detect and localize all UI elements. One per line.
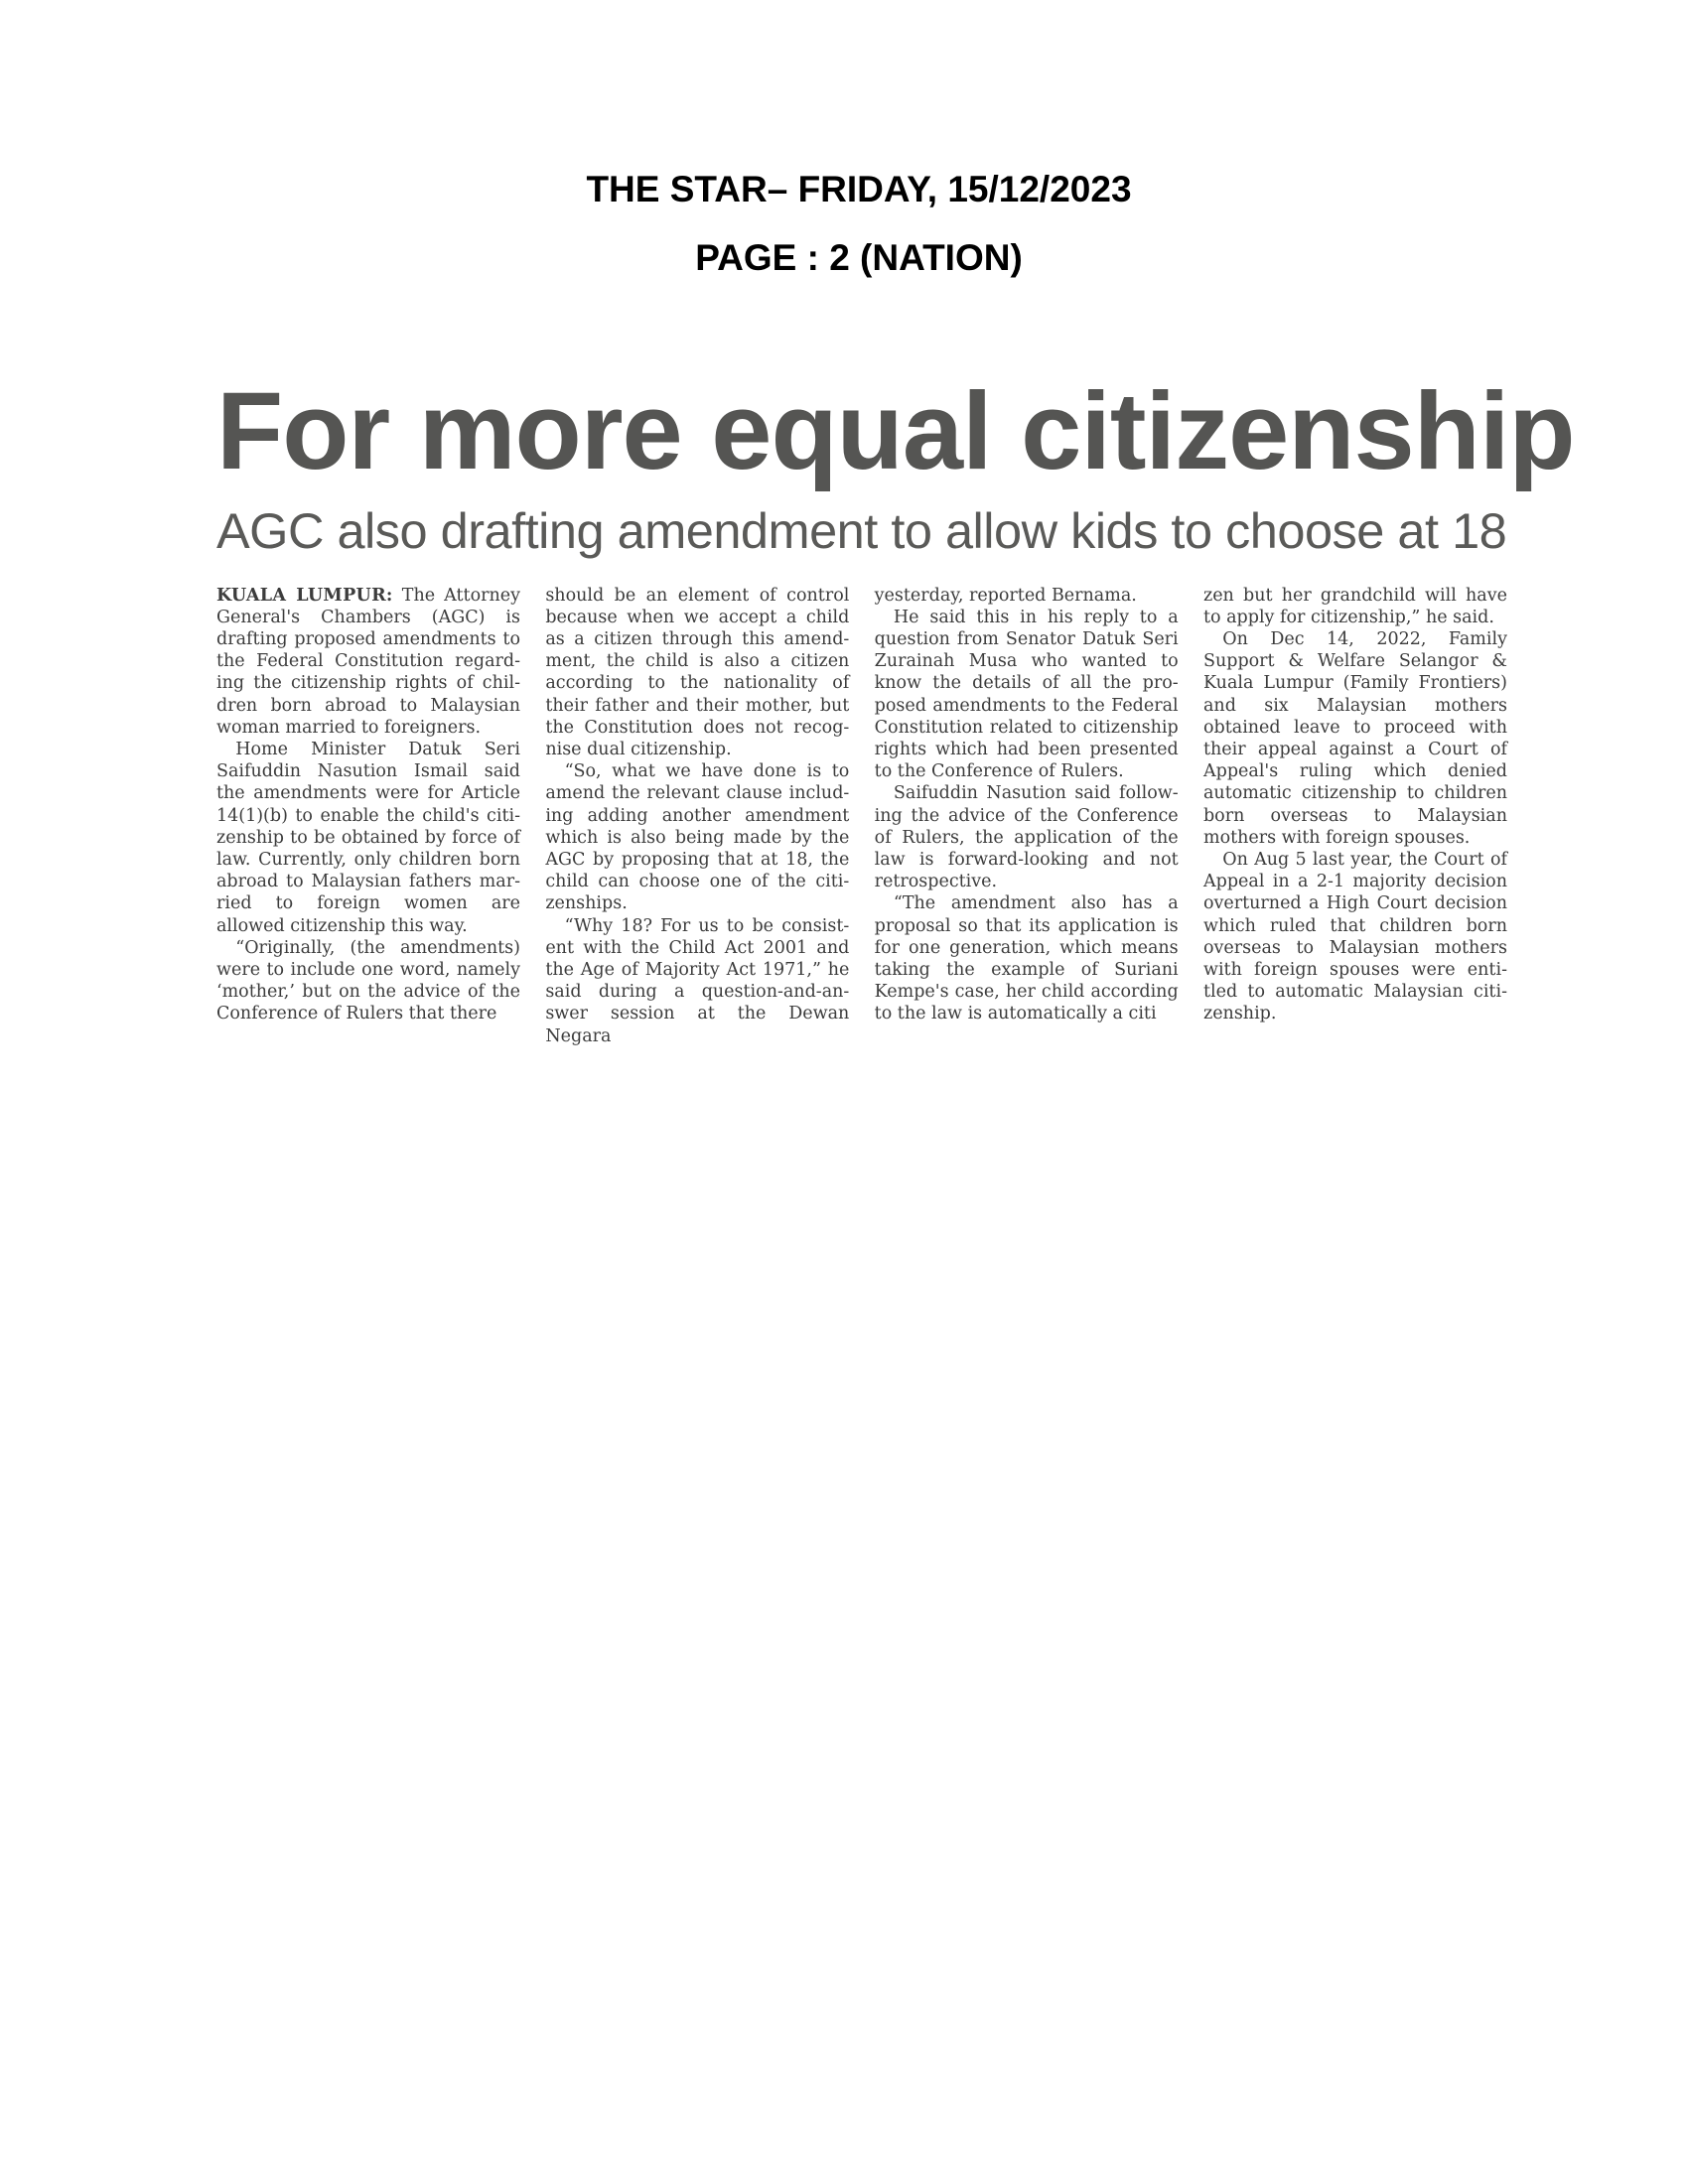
article-paragraph [216, 585, 520, 739]
clipping-source-header [0, 171, 1688, 276]
article-column-3 [875, 585, 1179, 1047]
article-paragraph: “Originally, (the amendments) were to include one word, namely ‘mother,’ but on the advice of the Conference of Rulers that there [216, 937, 520, 1024]
article-column-2 [545, 585, 849, 1047]
article-paragraph: zen but her grandchild will have to apply for citizenship,” he said. [1202, 585, 1507, 627]
newspaper-clipping [216, 370, 1575, 1047]
article-paragraph: On Dec 14, 2022, Family Support & Welfare Selangor & Kuala Lumpur (Family Frontiers) and six Malaysian mothers obtained leave to proceed with their appeal against a Court of Appeal's ruling which denied automatic citizenship to children born overseas to Malaysian mothers with foreign spouses. [1202, 628, 1507, 848]
subheadline: AGC also drafting amendment to allow kids to choose at 18 [216, 502, 1507, 559]
article-paragraph: Saifuddin Nasution said following the advice of the Conference of Rulers, the application of the law is forward-looking and not retrospective. [874, 783, 1179, 892]
headline: For more equal citizenship [216, 370, 1575, 492]
article-paragraph: Home Minister Datuk Seri Saifuddin Nasution Ismail said the amendments were for Article 14(1)(b) to enable the child's citizenship to be obtained by force of law. Currently, only children born abroad to Malaysian fathers married to foreign women are allowed citizenship this way. [216, 739, 520, 936]
article-body [216, 585, 1507, 1047]
page-line: PAGE : 2 (NATION) [695, 237, 1023, 278]
article-paragraph: should be an element of control because when we accept a child as a citizen through this amendment, the child is also a citizen according to the nationality of their father and their mother, but the Constitution does not recognise dual citizenship. [545, 585, 850, 759]
article-paragraph: yesterday, reported Bernama. [874, 585, 1137, 606]
dateline: KUALA LUMPUR: [216, 585, 393, 606]
paragraph-text: The Attorney General's Chambers (AGC) is drafting proposed amendments to the Federal Constitution regarding the citizenship rights of children born abroad to Malaysian woman married to foreigners. [216, 585, 520, 738]
article-column-4 [1203, 585, 1507, 1047]
publication-line: THE STAR– FRIDAY, 15/12/2023 [586, 169, 1132, 209]
article-paragraph: “Why 18? For us to be consistent with the Child Act 2001 and the Age of Majority Act 1971,” he said during a question-and-answer session at the Dewan Negara [545, 915, 850, 1046]
article-paragraph: “So, what we have done is to amend the relevant clause including adding another amendment which is also being made by the AGC by proposing that at 18, the child can choose one of the citizenships. [545, 761, 850, 914]
article-paragraph: “The amendment also has a proposal so that its application is for one generation, which means taking the example of Suriani Kempe's case, her child according to the law is automatically a citi [874, 893, 1179, 1024]
article-column-1 [216, 585, 520, 1047]
article-paragraph: He said this in his reply to a question from Senator Datuk Seri Zurainah Musa who wanted to know the details of all the proposed amendments to the Federal Constitution related to citizenship rights which had been presented to the Conference of Rulers. [874, 607, 1179, 782]
article-paragraph: On Aug 5 last year, the Court of Appeal in a 2-1 majority decision overturned a High Court decision which ruled that children born overseas to Malaysian mothers with foreign spouses were entitled to automatic Malaysian citizenship. [1202, 849, 1507, 1024]
